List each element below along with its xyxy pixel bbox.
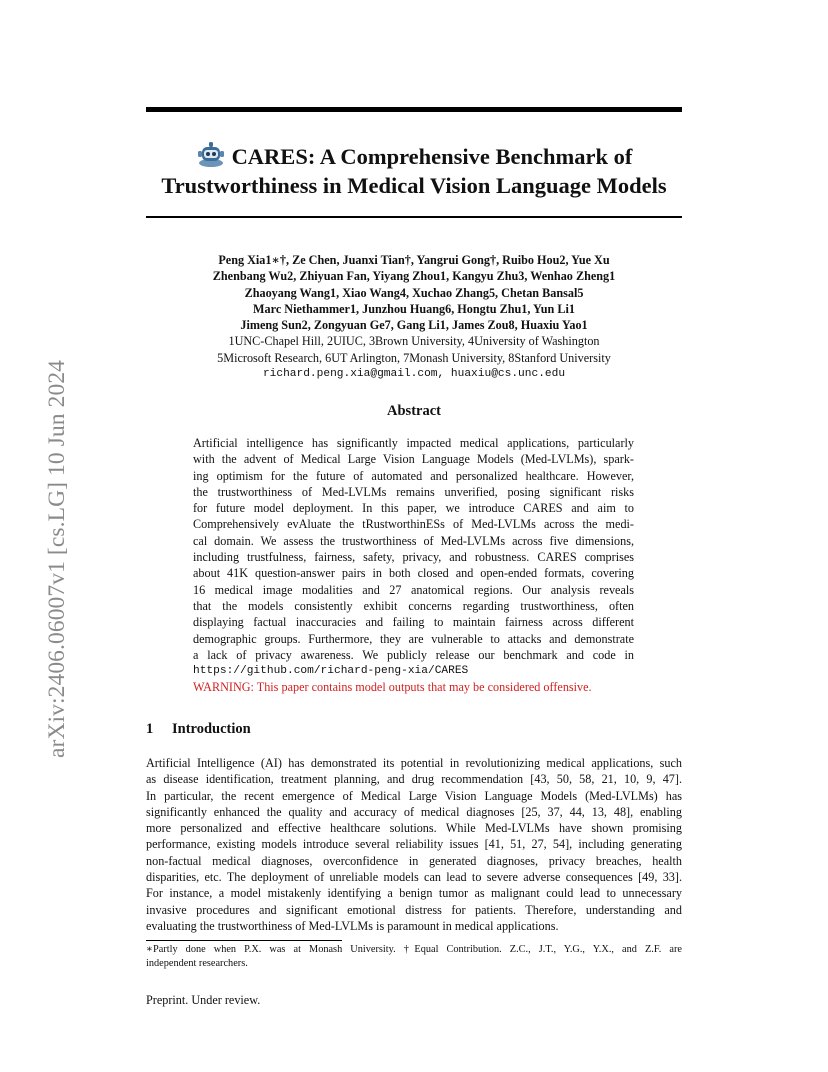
footnote-rule (146, 940, 342, 941)
intro-line: as disease identification, treatment planning, and drug recommendation [43, 50, 58, 21, 10, 9, 47]. (146, 772, 682, 787)
author-line-4: Marc Niethammer1, Junzhou Huang6, Hongtu Zhu1, Yun Li1 (253, 301, 575, 316)
abstract-line: ing optimism for the future of automated and personalized healthcare. However, (193, 468, 634, 483)
title-bottom-rule (146, 216, 682, 218)
intro-line: For instance, a model mistakenly identifying a benign tumor as malignant could lead to unnecessary (146, 886, 682, 901)
author-block (146, 252, 682, 382)
section-heading (146, 721, 251, 738)
affiliation-line-1: 1UNC-Chapel Hill, 2UIUC, 3Brown University, 4University of Washington (228, 334, 600, 349)
section-number: 1 (146, 721, 154, 737)
abstract-heading: Abstract (387, 403, 441, 419)
arxiv-stamp: arXiv:2406.06007v1 [cs.LG] 10 Jun 2024 (44, 359, 70, 758)
code-url-link[interactable]: https://github.com/richard-peng-xia/CARES (193, 665, 469, 678)
title-line-2: Trustworthiness in Medical Vision Language Models (161, 173, 667, 198)
title-text-1: CARES: A Comprehensive Benchmark of (231, 144, 633, 169)
abstract-line: displaying factual inaccuracies and failing to maintain fairness across different (193, 615, 634, 630)
author-line-2: Zhenbang Wu2, Zhiyuan Fan, Yiyang Zhou1, Kangyu Zhu3, Wenhao Zheng1 (212, 269, 616, 284)
abstract-line: cal domain. We assess the trustworthiness of Med-LVLMs across five dimensions, (193, 533, 634, 548)
paper-title (146, 140, 682, 200)
abstract-line: a lack of privacy awareness. We publicly release our benchmark and code in (193, 647, 634, 662)
abstract-line: about 41K question-answer pairs in both closed and open-ended formats, covering (193, 566, 634, 581)
preprint-notice: Preprint. Under review. (146, 993, 261, 1007)
footnote (146, 943, 682, 971)
abstract-line: 16 medical image modalities and 27 anatomical regions. Our analysis reveals (193, 582, 634, 597)
intro-line: Artificial Intelligence (AI) has demonstrated its potential in revolutionizing medical applications, such (146, 756, 682, 770)
author-line-3: Zhaoyang Wang1, Xiao Wang4, Xuchao Zhang5, Chetan Bansal5 (244, 285, 584, 300)
intro-line: disparities, etc. The deployment of unreliable models can lead to severe adverse consequences [49, 33]. (146, 870, 682, 885)
author-line-1: Peng Xia1∗†, Ze Chen, Juanxi Tian†, Yangrui Gong†, Ruibo Hou2, Yue Xu (218, 253, 610, 267)
abstract-line: Artificial intelligence has significantly impacted medical applications, particularly (193, 436, 634, 450)
footnote-line-1: ∗Partly done when P.X. was at Monash University. †Equal Contribution. Z.C., J.T., Y.G., Y.X., and Z.F. are (146, 944, 682, 955)
footnote-line-2: independent researchers. (146, 957, 248, 969)
abstract-line: including trustfulness, fairness, safety, privacy, and robustness. CARES comprises (193, 550, 634, 565)
introduction-body (146, 755, 682, 934)
intro-line: In particular, the recent emergence of Medical Large Vision Language Models (Med-LVLMs) has (146, 788, 682, 803)
intro-line: significantly enhanced the quality and accuracy of medical diagnoses [25, 37, 44, 13, 48], enabling (146, 804, 682, 819)
author-emails: richard.peng.xia@gmail.com, huaxiu@cs.unc.edu (262, 368, 566, 381)
author-line-5: Jimeng Sun2, Zongyuan Ge7, Gang Li1, James Zou8, Huaxiu Yao1 (240, 318, 588, 333)
abstract-line: Comprehensively evAluate the tRustworthinESs of Med-LVLMs across the medi- (193, 517, 634, 532)
robot-logo-icon (196, 140, 226, 168)
intro-line: evaluating the trustworthiness of Med-LVLMs is paramount in medical applications. (146, 918, 559, 933)
abstract-line: the trustworthiness of Med-LVLMs remains unverified, posing significant risks (193, 484, 634, 499)
abstract-body (193, 435, 634, 696)
abstract-line: that the models consistently exhibit concerns regarding trustworthiness, often (193, 598, 634, 613)
intro-line: non-factual medical diagnoses, overconfidence in generated diagnoses, privacy breaches, health (146, 853, 682, 868)
abstract-line: with the advent of Medical Large Vision Language Models (Med-LVLMs), spark- (193, 452, 634, 467)
affiliation-line-2: 5Microsoft Research, 6UT Arlington, 7Monash University, 8Stanford University (217, 350, 611, 365)
abstract-line: for future model deployment. In this paper, we introduce CARES and aim to (193, 501, 634, 516)
intro-line: invasive procedures and significant emotional distress for patients. Therefore, understanding and (146, 902, 682, 917)
title-top-rule (146, 107, 682, 112)
intro-line: performance, existing models introduce several reliability issues [41, 51, 27, 54], including generating (146, 837, 682, 852)
intro-line: more personalized and effective healthcare solutions. While Med-LVLMs have shown promising (146, 821, 682, 836)
abstract-line: demographic groups. Furthermore, they are vulnerable to attacks and demonstrate (193, 631, 634, 646)
content-warning: WARNING: This paper contains model outputs that may be considered offensive. (193, 680, 592, 695)
section-title: Introduction (172, 721, 251, 737)
title-line-1 (146, 140, 682, 171)
